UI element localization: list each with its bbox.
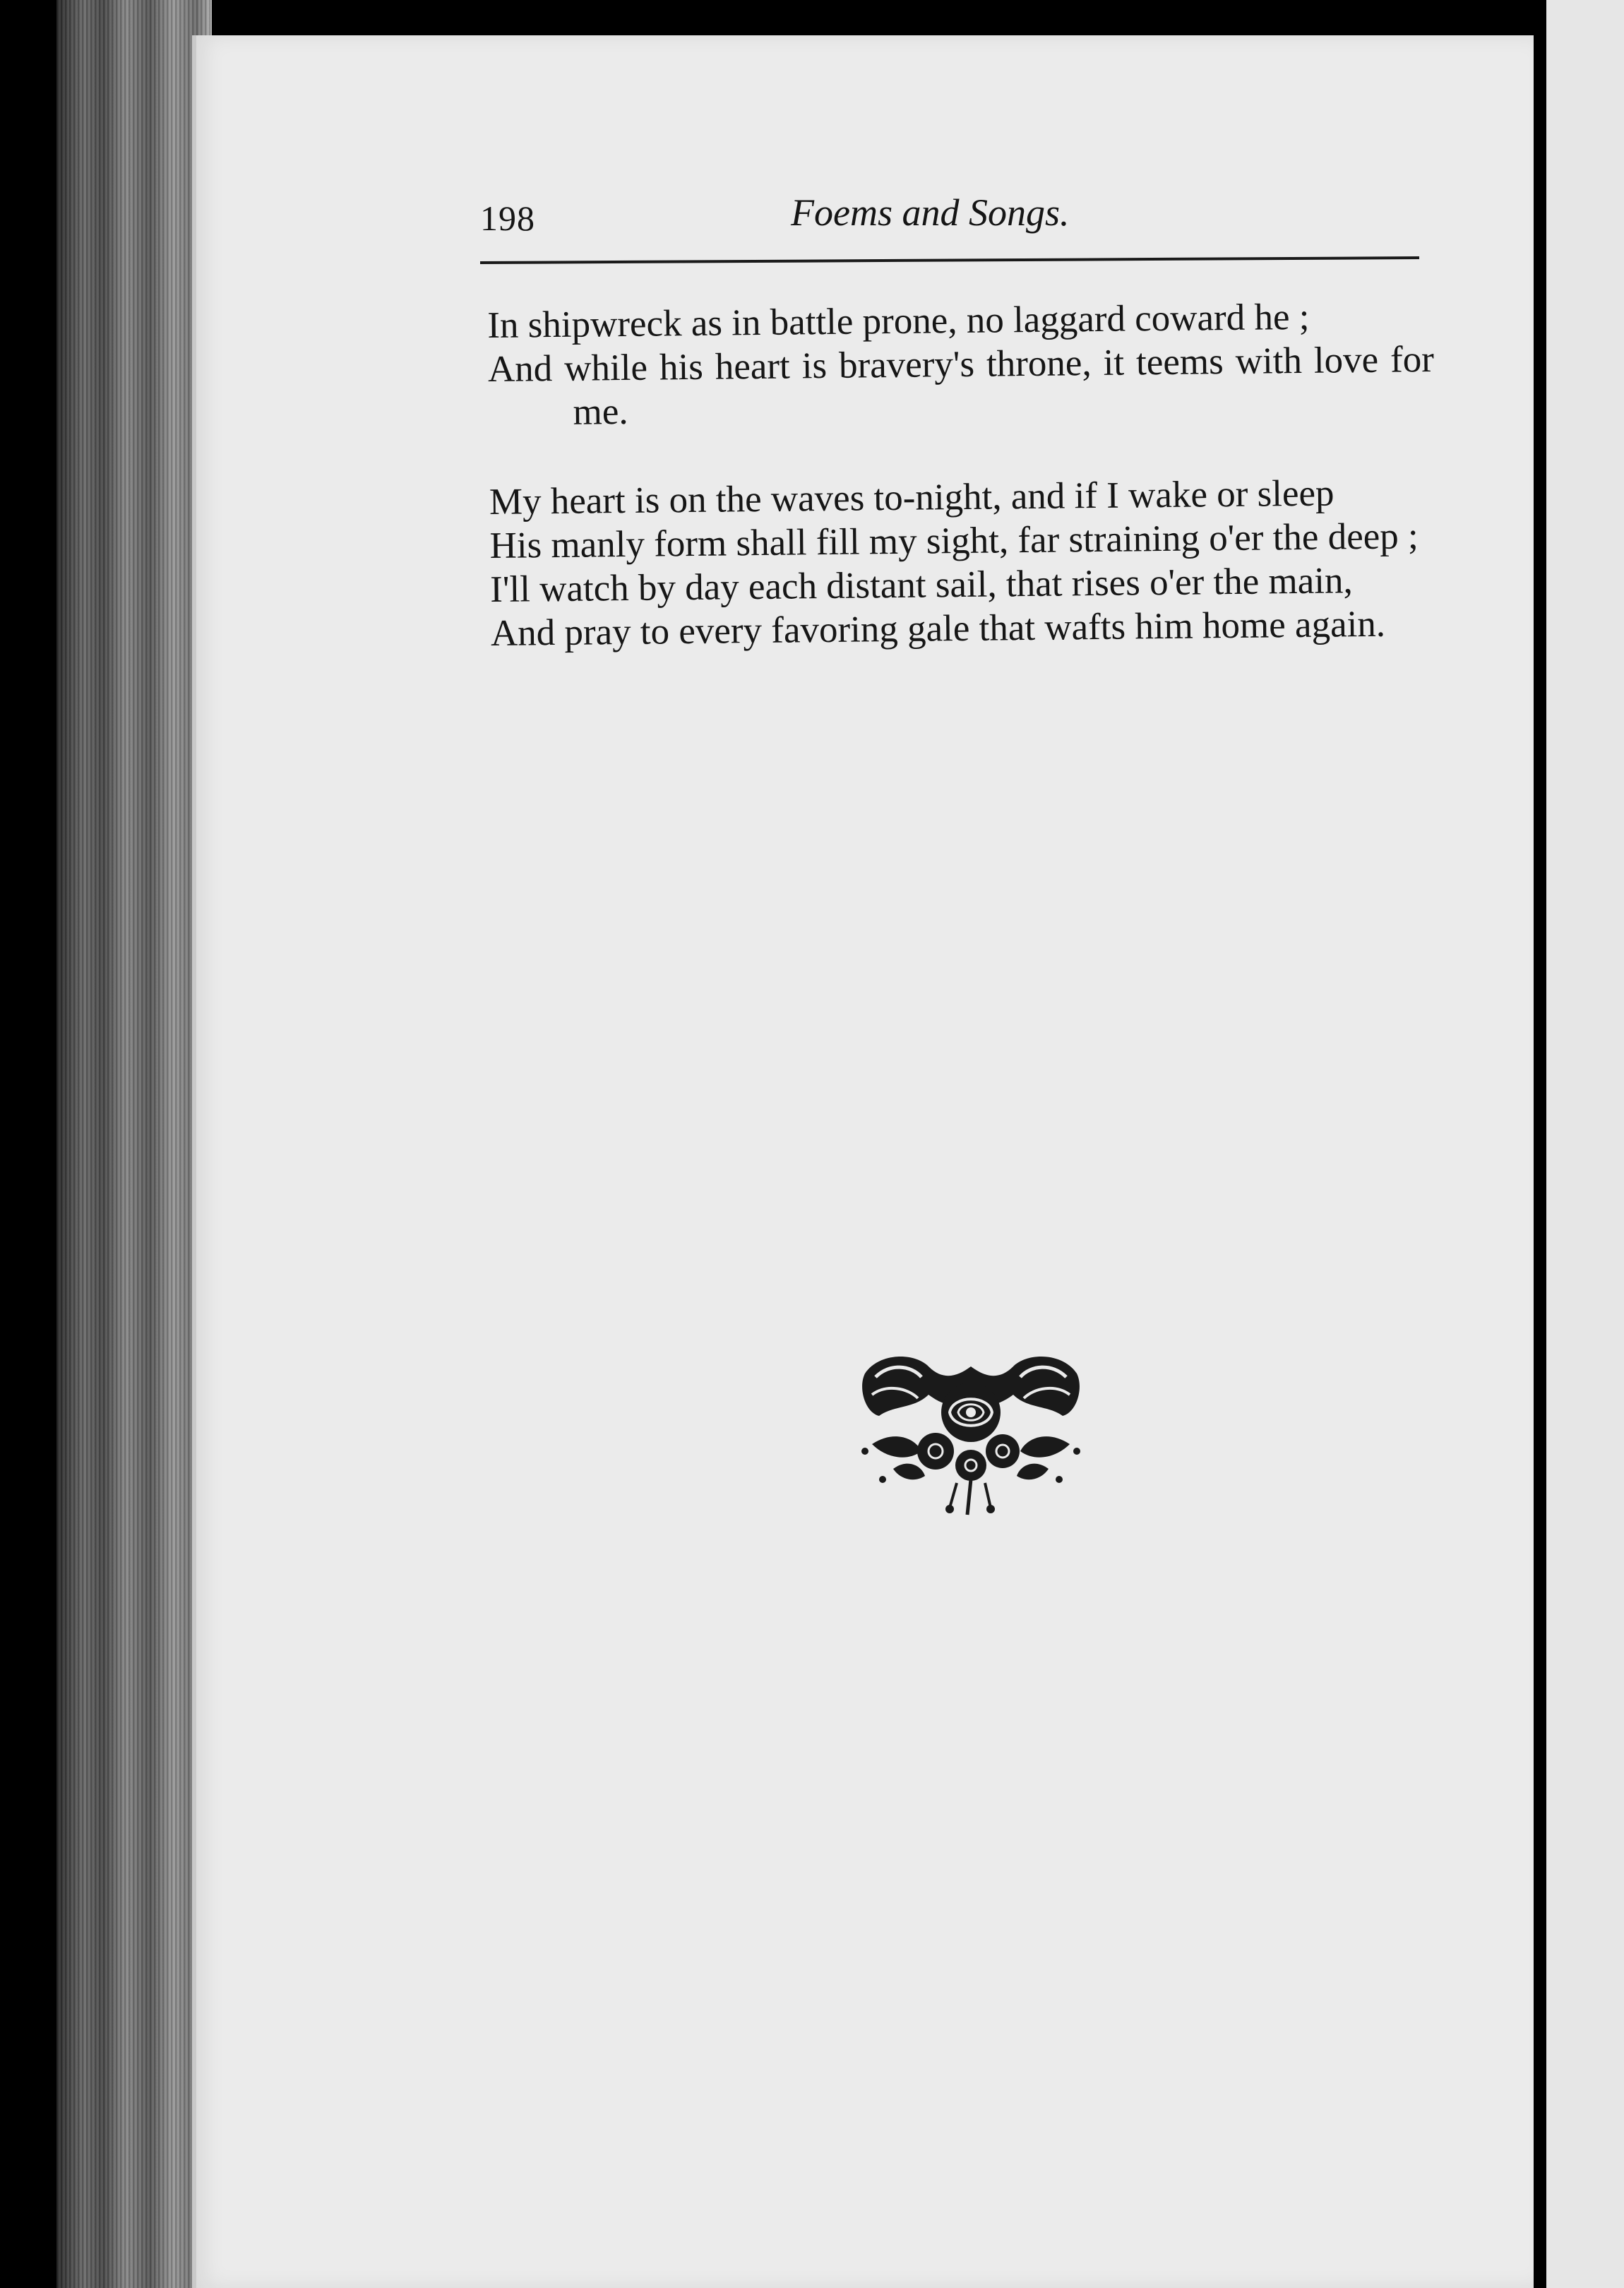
poem-text <box>487 294 1438 701</box>
poem-line: I'll watch by day each distant sail, that rises o'er the main, <box>489 560 1354 610</box>
poem-line: His manly form shall fill my sight, far straining o'er the deep ; <box>489 516 1419 566</box>
page-block-edges <box>56 0 212 2288</box>
poem-line: And while his heart is bravery's throne, it teems with love for me. <box>487 338 1435 433</box>
facing-page-edge <box>1546 0 1624 2288</box>
poem-line: In shipwreck as in battle prone, no laggard coward he ; <box>487 296 1310 346</box>
stanza <box>489 470 1438 655</box>
poem-line: My heart is on the waves to-night, and if I wake or sleep <box>489 472 1335 523</box>
poem-line: And pray to every favoring gale that wafts him home again. <box>490 603 1386 654</box>
page-number: 198 <box>480 198 535 238</box>
floral-ribbon-tailpiece-icon <box>851 1345 1091 1522</box>
gutter-shadow <box>1534 0 1546 2288</box>
running-title: Foems and Songs. <box>791 191 1070 234</box>
stanza <box>487 294 1435 435</box>
page-header <box>480 191 1419 247</box>
